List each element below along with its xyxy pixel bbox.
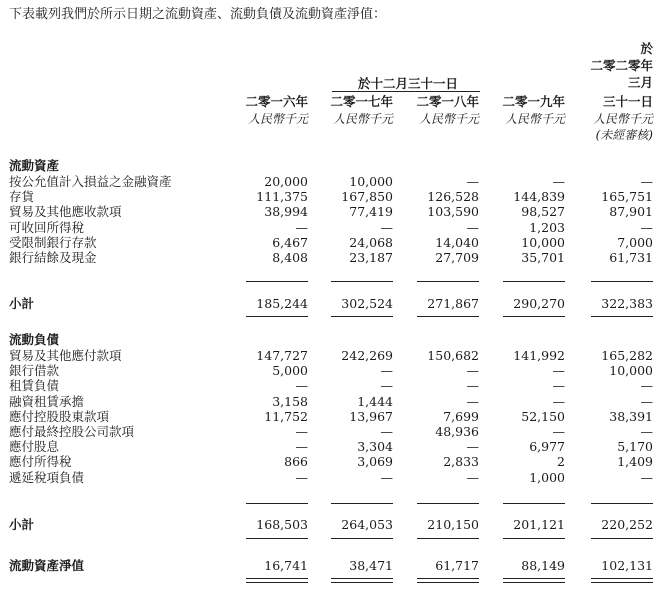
liabilities-subtotal-underline bbox=[331, 538, 393, 539]
liability-row-value: — bbox=[380, 424, 393, 439]
span-rule bbox=[332, 91, 480, 92]
net-current-assets-value: 38,471 bbox=[349, 558, 393, 573]
assets-subtotal-value: 322,383 bbox=[601, 296, 653, 311]
col-unit: 人民幣千元 bbox=[504, 112, 565, 126]
liability-row-value: — bbox=[295, 439, 308, 455]
header-line: 於 bbox=[640, 41, 653, 56]
assets-subtotal-value: 271,867 bbox=[427, 296, 479, 311]
liability-row-value: 2,833 bbox=[443, 454, 479, 470]
liability-row-value: 52,150 bbox=[521, 408, 565, 424]
col-unit: 人民幣千元 bbox=[247, 112, 308, 126]
net-double-underline bbox=[591, 578, 653, 583]
net-current-assets-value: 102,131 bbox=[601, 558, 653, 573]
col-year-2018: 二零一八年 bbox=[416, 94, 479, 109]
liabilities-title: 流動負債 bbox=[9, 332, 60, 347]
asset-row-value: 98,527 bbox=[521, 204, 565, 220]
liability-row-label: 銀行借款 bbox=[9, 363, 60, 379]
assets-subtotal-value: 185,244 bbox=[256, 296, 308, 311]
liability-row-value: 5,170 bbox=[617, 439, 653, 455]
asset-row-value: 77,419 bbox=[349, 204, 393, 220]
liability-row-value: 165,282 bbox=[601, 348, 653, 363]
asset-row-value: — bbox=[380, 219, 393, 235]
liabilities-subtotal-value: 168,503 bbox=[256, 517, 308, 532]
header-line: 二零二零年 bbox=[590, 58, 653, 73]
liability-row-value: 38,391 bbox=[609, 408, 653, 424]
asset-row-value: 14,040 bbox=[435, 234, 479, 250]
asset-row-value: 10,000 bbox=[349, 174, 393, 189]
asset-row-label: 貿易及其他應收款項 bbox=[9, 204, 122, 220]
assets-title: 流動資產 bbox=[9, 158, 60, 173]
liability-row-value: — bbox=[640, 469, 653, 485]
liability-row-value: 11,752 bbox=[264, 408, 308, 424]
liability-row-value: — bbox=[295, 469, 308, 485]
liabilities-subtotal-value: 264,053 bbox=[341, 517, 393, 532]
liability-row-value: — bbox=[552, 378, 565, 394]
liability-row-value: — bbox=[552, 393, 565, 409]
assets-subtotal-label: 小計 bbox=[9, 296, 35, 311]
asset-row-value: — bbox=[295, 219, 308, 235]
assets-subtotal-rule bbox=[503, 281, 565, 282]
intro-text: 下表載列我們於所示日期之流動資產、流動負債及流動資產淨值： bbox=[9, 7, 387, 22]
asset-row-value: 165,751 bbox=[601, 189, 653, 205]
liabilities-subtotal-value: 210,150 bbox=[427, 517, 479, 532]
asset-row-value: — bbox=[640, 219, 653, 235]
liabilities-subtotal-rule bbox=[503, 503, 565, 504]
liabilities-subtotal-value: 201,121 bbox=[513, 517, 565, 532]
liability-row-value: 10,000 bbox=[609, 363, 653, 379]
liabilities-subtotal-underline bbox=[503, 538, 565, 539]
asset-row-value: 61,731 bbox=[609, 250, 653, 265]
liability-row-value: — bbox=[295, 378, 308, 394]
net-current-assets-label: 流動資產淨值 bbox=[9, 558, 85, 573]
asset-row-value: — bbox=[640, 174, 653, 189]
liability-row-value: 1,444 bbox=[357, 393, 393, 409]
asset-row-value: 8,408 bbox=[272, 250, 308, 265]
liability-row-value: 5,000 bbox=[272, 363, 308, 379]
asset-row-label: 按公允值計入損益之金融資產 bbox=[9, 174, 172, 189]
liability-row-value: — bbox=[380, 363, 393, 379]
col-year-2019: 二零一九年 bbox=[502, 94, 565, 109]
asset-row-value: 7,000 bbox=[617, 234, 653, 250]
col-unit: 人民幣千元 bbox=[332, 112, 393, 126]
liability-row-label: 貿易及其他應付款項 bbox=[9, 348, 122, 363]
assets-subtotal-underline bbox=[417, 316, 479, 317]
asset-row-value: 6,467 bbox=[272, 234, 308, 250]
assets-subtotal-rule bbox=[417, 281, 479, 282]
asset-row-value: 103,590 bbox=[427, 204, 479, 220]
liability-row-label: 應付股息 bbox=[9, 439, 60, 455]
liability-row-value: 6,977 bbox=[529, 439, 565, 455]
liability-row-value: — bbox=[640, 424, 653, 439]
liability-row-label: 應付最終控股公司款項 bbox=[9, 424, 135, 439]
liability-row-value: 48,936 bbox=[435, 424, 479, 439]
col-year-2017: 二零一七年 bbox=[330, 94, 393, 109]
asset-row-value: 24,068 bbox=[349, 234, 393, 250]
liability-row-value: 141,992 bbox=[513, 348, 565, 363]
header-line: 三月 bbox=[627, 75, 653, 90]
liabilities-subtotal-underline bbox=[591, 538, 653, 539]
liability-row-label: 應付控股股東款項 bbox=[9, 408, 110, 424]
asset-row-label: 可收回所得稅 bbox=[9, 219, 85, 235]
liability-row-value: — bbox=[552, 424, 565, 439]
asset-row-value: 144,839 bbox=[513, 189, 565, 205]
liabilities-subtotal-rule bbox=[246, 503, 308, 504]
col-year-2016: 二零一六年 bbox=[245, 94, 308, 109]
asset-row-value: 87,901 bbox=[609, 204, 653, 220]
liability-row-value: — bbox=[380, 378, 393, 394]
asset-row-value: — bbox=[552, 174, 565, 189]
net-double-underline bbox=[503, 578, 565, 583]
liability-row-value: 147,727 bbox=[256, 348, 308, 363]
asset-row-value: 111,375 bbox=[256, 189, 308, 205]
asset-row-value: — bbox=[466, 219, 479, 235]
liability-row-value: 1,409 bbox=[617, 454, 653, 470]
asset-row-value: 126,528 bbox=[427, 189, 479, 205]
liability-row-value: 3,304 bbox=[357, 439, 393, 455]
liability-row-label: 融資租賃承擔 bbox=[9, 393, 85, 409]
liability-row-value: 13,967 bbox=[349, 408, 393, 424]
assets-subtotal-rule bbox=[331, 281, 393, 282]
asset-row-value: 1,203 bbox=[529, 219, 565, 235]
liability-row-value: — bbox=[552, 363, 565, 379]
assets-subtotal-underline bbox=[503, 316, 565, 317]
liability-row-value: — bbox=[466, 439, 479, 455]
asset-row-value: 23,187 bbox=[349, 250, 393, 265]
assets-subtotal-underline bbox=[331, 316, 393, 317]
liabilities-subtotal-underline bbox=[417, 538, 479, 539]
net-double-underline bbox=[331, 578, 393, 583]
asset-row-value: 10,000 bbox=[521, 234, 565, 250]
asset-row-value: 38,994 bbox=[264, 204, 308, 220]
liability-row-value: 866 bbox=[284, 454, 308, 470]
liabilities-subtotal-rule bbox=[417, 503, 479, 504]
assets-subtotal-value: 302,524 bbox=[341, 296, 393, 311]
liability-row-value: — bbox=[466, 378, 479, 394]
liability-row-value: — bbox=[640, 378, 653, 394]
asset-row-label: 存貨 bbox=[9, 189, 35, 205]
liability-row-value: 3,069 bbox=[357, 454, 393, 470]
liability-row-label: 租賃負債 bbox=[9, 378, 60, 394]
date-span-title: 於十二月三十一日 bbox=[357, 76, 458, 91]
col-unit: 人民幣千元 bbox=[418, 112, 479, 126]
liability-row-label: 應付所得稅 bbox=[9, 454, 72, 470]
asset-row-label: 銀行結餘及現金 bbox=[9, 250, 97, 265]
liability-row-value: 1,000 bbox=[529, 469, 565, 485]
liability-row-value: — bbox=[466, 363, 479, 379]
assets-subtotal-value: 290,270 bbox=[513, 296, 565, 311]
col-date-2020: 三十一日 bbox=[602, 94, 653, 109]
net-double-underline bbox=[417, 578, 479, 583]
asset-row-label: 受限制銀行存款 bbox=[9, 234, 97, 250]
asset-row-value: 35,701 bbox=[521, 250, 565, 265]
col-unit: 人民幣千元 bbox=[592, 112, 653, 126]
liability-row-value: — bbox=[640, 393, 653, 409]
liability-row-value: — bbox=[466, 393, 479, 409]
asset-row-value: 27,709 bbox=[435, 250, 479, 265]
asset-row-value: — bbox=[466, 174, 479, 189]
liabilities-subtotal-rule bbox=[331, 503, 393, 504]
assets-subtotal-rule bbox=[591, 281, 653, 282]
liability-row-label: 遞延稅項負債 bbox=[9, 469, 85, 485]
net-current-assets-value: 61,717 bbox=[435, 558, 479, 573]
liabilities-subtotal-underline bbox=[246, 538, 308, 539]
liability-row-value: 150,682 bbox=[427, 348, 479, 363]
liability-row-value: — bbox=[295, 424, 308, 439]
net-current-assets-value: 16,741 bbox=[264, 558, 308, 573]
liabilities-subtotal-rule bbox=[591, 503, 653, 504]
net-current-assets-value: 88,149 bbox=[521, 558, 565, 573]
net-double-underline bbox=[246, 578, 308, 583]
liability-row-value: 2 bbox=[557, 454, 565, 470]
assets-subtotal-rule bbox=[246, 281, 308, 282]
asset-row-value: 167,850 bbox=[341, 189, 393, 205]
liability-row-value: 3,158 bbox=[272, 393, 308, 409]
liabilities-subtotal-value: 220,252 bbox=[601, 517, 653, 532]
asset-row-value: 20,000 bbox=[264, 174, 308, 189]
liability-row-value: 7,699 bbox=[443, 408, 479, 424]
assets-subtotal-underline bbox=[246, 316, 308, 317]
liability-row-value: 242,269 bbox=[341, 348, 393, 363]
liabilities-subtotal-label: 小計 bbox=[9, 517, 35, 532]
assets-subtotal-underline bbox=[591, 316, 653, 317]
liability-row-value: — bbox=[466, 469, 479, 485]
liability-row-value: — bbox=[380, 469, 393, 485]
unaudited-note: (未經審核) bbox=[595, 128, 653, 142]
